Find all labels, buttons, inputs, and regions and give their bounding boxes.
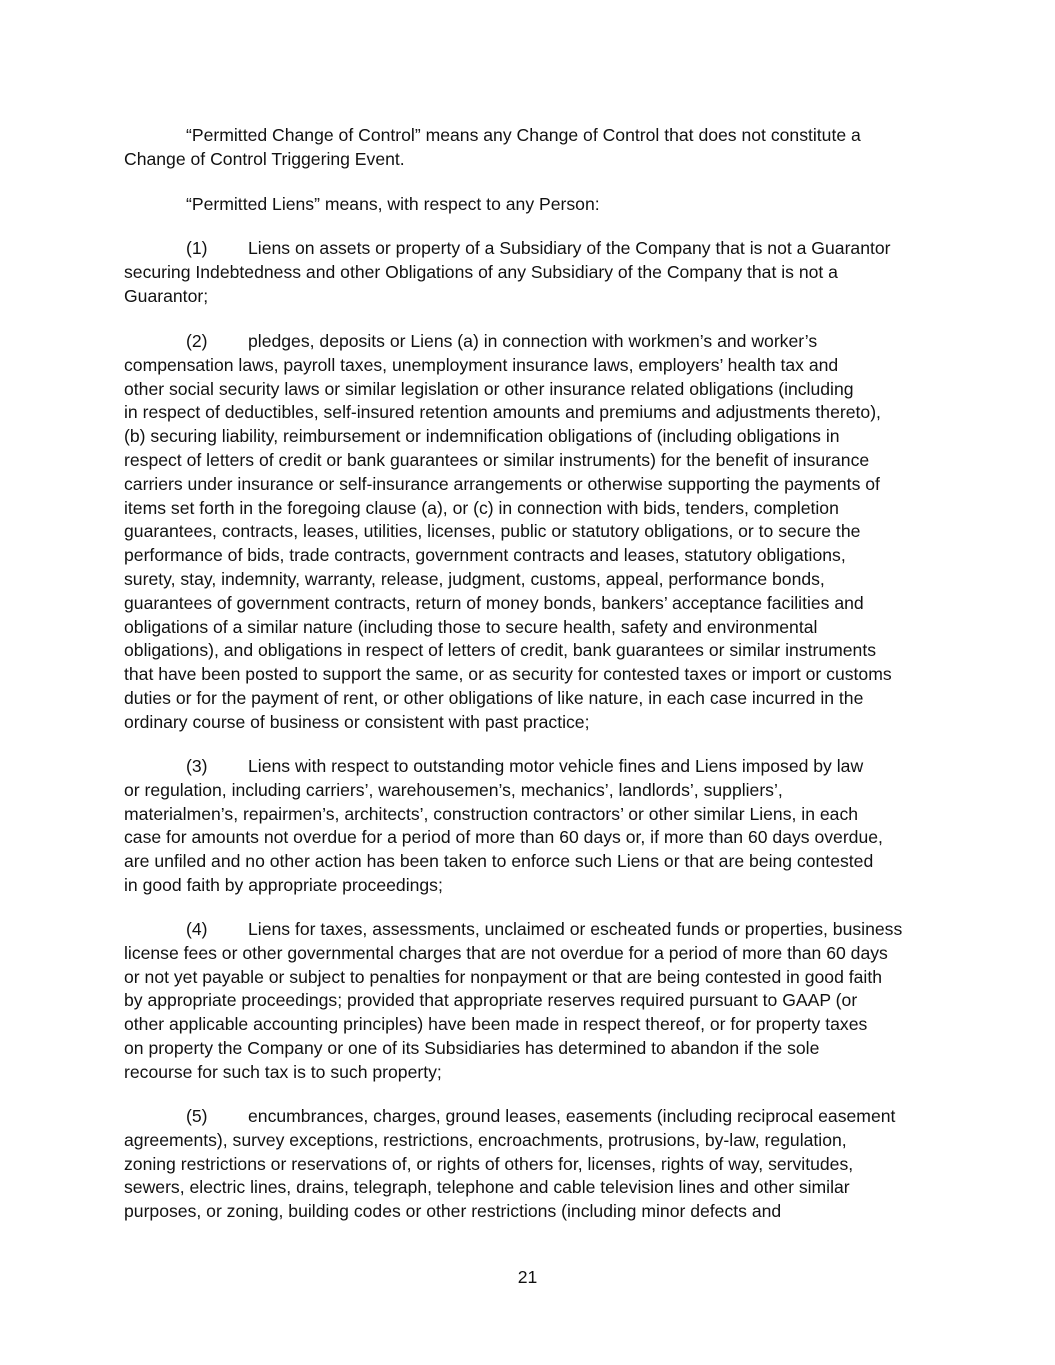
text-line: other social security laws or similar legislation or other insurance related obligations (including	[124, 378, 854, 399]
text-line	[124, 330, 944, 354]
text-line: or regulation, including carriers’, warehousemen’s, mechanics’, landlords’, suppliers’,	[124, 779, 783, 800]
text-line: items set forth in the foregoing clause (a), or (c) in connection with bids, tenders, completion	[124, 497, 839, 518]
text-line: that have been posted to support the same, or as security for contested taxes or import or customs	[124, 664, 892, 685]
text-line: compensation laws, payroll taxes, unemployment insurance laws, employers’ health tax and	[124, 354, 839, 375]
item-number: (4)	[186, 919, 208, 939]
line-text: Liens with respect to outstanding motor vehicle fines and Liens imposed by law	[248, 756, 864, 776]
text-line: in respect of deductibles, self-insured retention amounts and premiums and adjustments thereto),	[124, 402, 881, 423]
text-line: carriers under insurance or self-insurance arrangements or otherwise supporting the payments of	[124, 473, 880, 494]
text-line: case for amounts not overdue for a period of more than 60 days or, if more than 60 days overdue,	[124, 827, 883, 848]
line-text: encumbrances, charges, ground leases, easements (including reciprocal easement	[248, 1106, 896, 1126]
list-item-paragraph	[124, 330, 944, 735]
text-line: materialmen’s, repairmen’s, architects’, construction contractors’ or other similar Liens, in each	[124, 803, 859, 824]
item-number: (2)	[186, 331, 208, 351]
text-line: securing Indebtedness and other Obligations of any Subsidiary of the Company that is not a	[124, 261, 838, 282]
text-line: performance of bids, trade contracts, government contracts and leases, statutory obligations,	[124, 545, 846, 566]
text-line: are unfiled and no other action has been taken to enforce such Liens or that are being contested	[124, 851, 874, 872]
text-line: Guarantor;	[124, 285, 209, 306]
list-item-paragraph	[124, 755, 944, 898]
text-line: ordinary course of business or consistent with past practice;	[124, 711, 590, 732]
text-line: obligations), and obligations in respect of letters of credit, bank guarantees or similar instruments	[124, 640, 877, 661]
text-line: zoning restrictions or reservations of, or rights of others for, licenses, rights of way, servitudes,	[124, 1153, 854, 1174]
list-item-paragraph	[124, 1105, 944, 1224]
text-line: or not yet payable or subject to penalties for nonpayment or that are being contested in good faith	[124, 966, 883, 987]
text-line: purposes, or zoning, building codes or other restrictions (including minor defects and	[124, 1201, 782, 1222]
list-item-paragraph	[124, 918, 944, 1085]
list-item-paragraph	[124, 237, 944, 308]
text-line: license fees or other governmental charges that are not overdue for a period of more than 60 days	[124, 942, 888, 963]
text-line: Change of Control Triggering Event.	[124, 148, 405, 169]
page-number: 21	[517, 1267, 538, 1287]
text-line: (b) securing liability, reimbursement or indemnification obligations of (including obligations in	[124, 426, 840, 447]
text-line: sewers, electric lines, drains, telegraph, telephone and cable television lines and other similar	[124, 1177, 850, 1198]
text-line: guarantees of government contracts, return of money bonds, bankers’ acceptance facilities and	[124, 592, 864, 613]
text-line: surety, stay, indemnity, warranty, release, judgment, customs, appeal, performance bonds,	[124, 568, 825, 589]
text-line	[124, 237, 944, 261]
text-line: on property the Company or one of its Subsidiaries has determined to abandon if the sole	[124, 1037, 820, 1058]
text-line: guarantees, contracts, leases, utilities, licenses, public or statutory obligations, or to secure the	[124, 521, 861, 542]
text-line: “Permitted Change of Control” means any Change of Control that does not constitute a	[186, 125, 861, 145]
definition-paragraph	[124, 124, 944, 172]
item-number: (3)	[186, 756, 208, 776]
text-line	[124, 918, 944, 942]
text-line: agreements), survey exceptions, restrictions, encroachments, protrusions, by-law, regulation,	[124, 1129, 847, 1150]
text-line: obligations of a similar nature (including those to secure health, safety and environmental	[124, 616, 818, 637]
text-line: “Permitted Liens” means, with respect to any Person:	[186, 194, 600, 214]
text-line: recourse for such tax is to such property;	[124, 1061, 442, 1082]
text-line	[124, 1105, 944, 1129]
text-line: by appropriate proceedings; provided that appropriate reserves required pursuant to GAAP (or	[124, 990, 858, 1011]
line-text: Liens for taxes, assessments, unclaimed or escheated funds or properties, business	[248, 919, 903, 939]
text-line: other applicable accounting principles) have been made in respect thereof, or for property taxes	[124, 1014, 868, 1035]
line-text: Liens on assets or property of a Subsidiary of the Company that is not a Guarantor	[248, 238, 891, 258]
text-line	[124, 755, 944, 779]
item-number: (1)	[186, 238, 208, 258]
text-line: in good faith by appropriate proceedings;	[124, 874, 443, 895]
definition-paragraph	[124, 193, 944, 217]
item-number: (5)	[186, 1106, 208, 1126]
line-text: pledges, deposits or Liens (a) in connection with workmen’s and worker’s	[248, 331, 818, 351]
text-line: duties or for the payment of rent, or other obligations of like nature, in each case incurred in the	[124, 687, 864, 708]
text-line: respect of letters of credit or bank guarantees or similar instruments) for the benefit of insurance	[124, 449, 870, 470]
